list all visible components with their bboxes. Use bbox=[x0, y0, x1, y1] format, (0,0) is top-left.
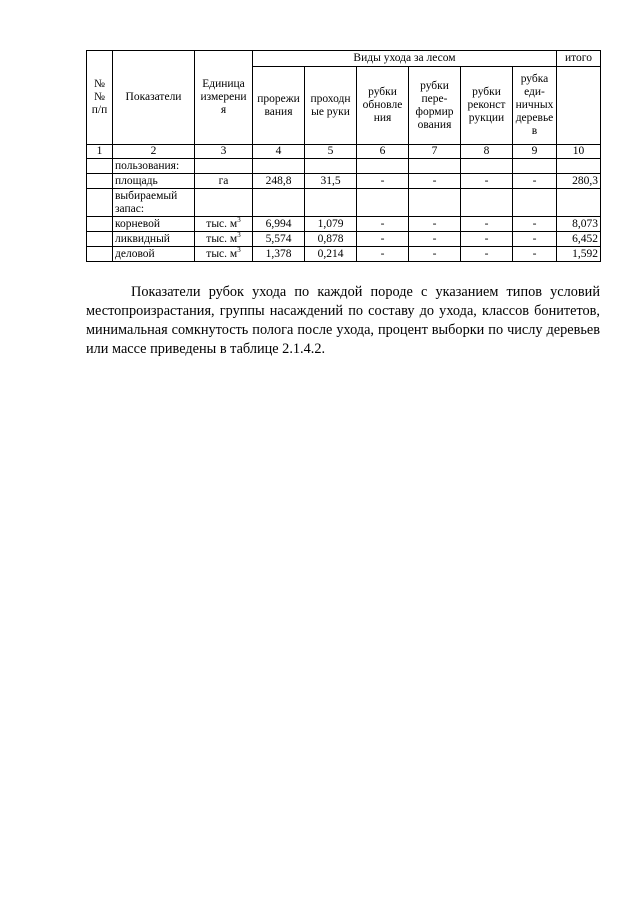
row-value: - bbox=[357, 247, 409, 262]
col-number: 10 bbox=[557, 145, 601, 159]
col-number: 6 bbox=[357, 145, 409, 159]
unit-superscript: 3 bbox=[237, 230, 241, 239]
row-indicator: ликвидный bbox=[113, 232, 195, 247]
row-value: - bbox=[461, 217, 513, 232]
row-number bbox=[87, 174, 113, 189]
header-indicator: Показатели bbox=[113, 51, 195, 145]
unit-superscript: 3 bbox=[237, 245, 241, 254]
row-value bbox=[253, 159, 305, 174]
col-number: 1 bbox=[87, 145, 113, 159]
col-number: 5 bbox=[305, 145, 357, 159]
row-value bbox=[409, 189, 461, 217]
row-unit bbox=[195, 232, 253, 247]
row-value: - bbox=[409, 174, 461, 189]
row-value bbox=[305, 159, 357, 174]
row-value: - bbox=[357, 174, 409, 189]
col-number: 4 bbox=[253, 145, 305, 159]
col-number: 7 bbox=[409, 145, 461, 159]
header-col-reconstruction: рубки реконст рукции bbox=[461, 67, 513, 145]
row-number bbox=[87, 247, 113, 262]
row-value: - bbox=[409, 232, 461, 247]
table-row bbox=[87, 217, 601, 232]
table-row bbox=[87, 232, 601, 247]
row-value: - bbox=[513, 247, 557, 262]
header-col-single-trees: рубка еди- ничных деревье в bbox=[513, 67, 557, 145]
header-col-passage: проходн ые руки bbox=[305, 67, 357, 145]
row-value: - bbox=[513, 232, 557, 247]
row-total bbox=[557, 189, 601, 217]
table-row bbox=[87, 247, 601, 262]
row-indicator: корневой bbox=[113, 217, 195, 232]
row-total: 6,452 bbox=[557, 232, 601, 247]
unit-text: га bbox=[218, 174, 229, 187]
body-paragraph: Показатели рубок ухода по каждой породе с указанием типов условий местопроизрастания, группы насаждений по составу до ухода, классов бонитетов, минимальная сомкнутость полога после ухода, процент выборки по числу деревьев или массе приведены в таблице 2.1.4.2. bbox=[86, 284, 600, 357]
row-value bbox=[461, 189, 513, 217]
header-col-renewal: рубки обновле ния bbox=[357, 67, 409, 145]
unit-text: тыс. м bbox=[206, 217, 238, 230]
row-value: 5,574 bbox=[253, 232, 305, 247]
row-value bbox=[513, 189, 557, 217]
row-unit bbox=[195, 174, 253, 189]
col-number: 9 bbox=[513, 145, 557, 159]
unit-text: тыс. м bbox=[206, 247, 238, 260]
header-total: итого bbox=[557, 51, 601, 67]
row-indicator: площадь bbox=[113, 174, 195, 189]
row-unit bbox=[195, 189, 253, 217]
header-num: № № п/п bbox=[87, 51, 113, 145]
row-value: - bbox=[461, 247, 513, 262]
header-col-total-empty bbox=[557, 67, 601, 145]
row-value: 1,079 bbox=[305, 217, 357, 232]
row-value: - bbox=[461, 174, 513, 189]
row-value: 31,5 bbox=[305, 174, 357, 189]
row-number bbox=[87, 189, 113, 217]
row-value bbox=[253, 189, 305, 217]
row-total: 8,073 bbox=[557, 217, 601, 232]
row-number bbox=[87, 217, 113, 232]
table-row bbox=[87, 174, 601, 189]
row-total: 280,3 bbox=[557, 174, 601, 189]
row-total: 1,592 bbox=[557, 247, 601, 262]
row-value bbox=[409, 159, 461, 174]
row-value bbox=[357, 189, 409, 217]
row-value: 1,378 bbox=[253, 247, 305, 262]
row-total bbox=[557, 159, 601, 174]
row-value: - bbox=[461, 232, 513, 247]
row-indicator: выбираемый запас: bbox=[113, 189, 195, 217]
header-unit: Единица измерени я bbox=[195, 51, 253, 145]
unit-superscript: 3 bbox=[237, 215, 241, 224]
col-number: 3 bbox=[195, 145, 253, 159]
row-value: - bbox=[357, 217, 409, 232]
header-col-reformation: рубки пере- формир ования bbox=[409, 67, 461, 145]
row-value: - bbox=[409, 217, 461, 232]
row-value: 0,214 bbox=[305, 247, 357, 262]
table-row bbox=[87, 159, 601, 174]
table-row bbox=[87, 189, 601, 217]
unit-text: тыс. м bbox=[206, 232, 238, 245]
forest-care-table bbox=[86, 50, 601, 262]
col-number: 8 bbox=[461, 145, 513, 159]
row-value: 0,878 bbox=[305, 232, 357, 247]
header-care-types: Виды ухода за лесом bbox=[253, 51, 557, 67]
row-value bbox=[461, 159, 513, 174]
row-value: 6,994 bbox=[253, 217, 305, 232]
row-value: - bbox=[409, 247, 461, 262]
col-number: 2 bbox=[113, 145, 195, 159]
row-unit bbox=[195, 159, 253, 174]
row-indicator: пользования: bbox=[113, 159, 195, 174]
row-indicator: деловой bbox=[113, 247, 195, 262]
row-value: 248,8 bbox=[253, 174, 305, 189]
header-col-thinning: прорежи вания bbox=[253, 67, 305, 145]
row-value: - bbox=[357, 232, 409, 247]
row-value bbox=[305, 189, 357, 217]
row-number bbox=[87, 232, 113, 247]
row-value bbox=[357, 159, 409, 174]
row-unit bbox=[195, 247, 253, 262]
row-value: - bbox=[513, 174, 557, 189]
row-number bbox=[87, 159, 113, 174]
row-unit bbox=[195, 217, 253, 232]
row-value bbox=[513, 159, 557, 174]
row-value: - bbox=[513, 217, 557, 232]
